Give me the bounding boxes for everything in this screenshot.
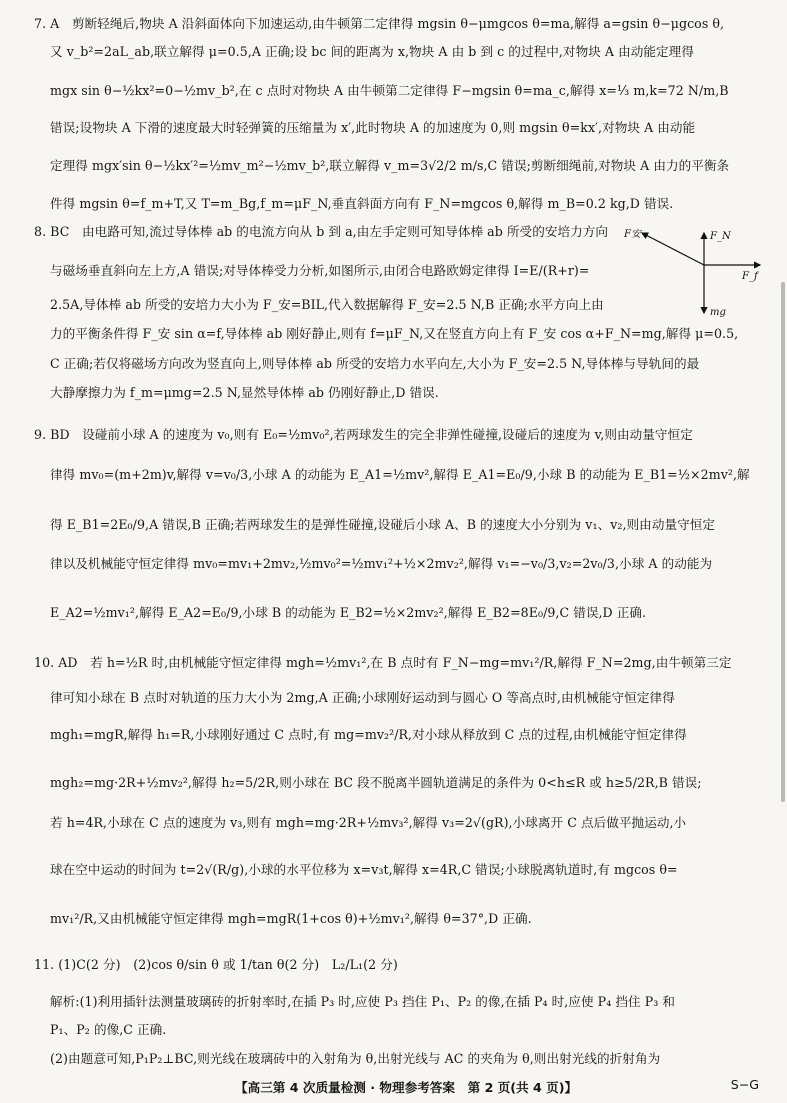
q11-line-1: 11. (1)C(2 分) (2)cos θ/sin θ 或 1/tan θ(2 分) L₂/L₁(2 分) bbox=[34, 957, 398, 972]
label-gravity: mg bbox=[710, 307, 726, 318]
q8-line-4: 力的平衡条件得 F_安 sin α=f,导体棒 ab 刚好静止,则有 f=μF_N,又在竖直方向上有 F_安 cos α+F_N=mg,解得 μ=0.5, bbox=[50, 326, 739, 341]
q10-line-6: 球在空中运动的时间为 t=2√(R/g),小球的水平位移为 x=v₃t,解得 x=4R,C 错误;小球脱离轨道时,有 mgcos θ= bbox=[50, 862, 678, 877]
q11-line-3: P₁、P₂ 的像,C 正确. bbox=[50, 1022, 167, 1037]
vertical-scrollbar[interactable] bbox=[781, 282, 785, 802]
q9-line-3: 得 E_B1=2E₀/9,A 错误,B 正确;若两球发生的是弹性碰撞,设碰后小球 A、B 的速度大小分别为 v₁、v₂,则由动量守恒定 bbox=[50, 517, 716, 532]
q7-line-5: 定理得 mgx′sin θ−½kx′²=½mv_m²−½mv_b²,联立解得 v_m=3√2/2 m/s,C 错误;剪断细绳前,对物块 A 由力的平衡条 bbox=[50, 158, 730, 173]
q11-line-4: (2)由题意可知,P₁P₂⊥BC,则光线在玻璃砖中的入射角为 θ,出射光线与 AC 的夹角为 θ,则出射光线的折射角为 bbox=[50, 1051, 661, 1066]
q10-line-4: mgh₂=mg·2R+½mv₂²,解得 h₂=5/2R,则小球在 BC 段不脱离半圆轨道满足的条件为 0<h≤R 或 h≥5/2R,B 错误; bbox=[50, 775, 702, 790]
q8-line-6: 大静摩擦力为 f_m=μmg=2.5 N,显然导体棒 ab 仍刚好静止,D 错误. bbox=[50, 385, 439, 400]
label-friction-force: F_f bbox=[742, 271, 758, 282]
label-ampere-force: F安 bbox=[624, 229, 641, 240]
q8-line-3: 2.5A,导体棒 ab 所受的安培力大小为 F_安=BIL,代入数据解得 F_安=2.5 N,B 正确;水平方向上由 bbox=[50, 297, 604, 312]
force-diagram bbox=[614, 225, 764, 321]
q9-line-1: 9. BD 设碰前小球 A 的速度为 v₀,则有 E₀=½mv₀²,若两球发生的完全非弹性碰撞,设碰后的速度为 v,则由动量守恒定 bbox=[34, 427, 693, 442]
footer-title: 【高三第 4 次质量检测 · 物理参考答案 第 2 页(共 4 页)】 bbox=[235, 1080, 578, 1095]
q11-line-2: 解析:(1)利用插针法测量玻璃砖的折射率时,在插 P₃ 时,应使 P₃ 挡住 P₁、P₂ 的像,在插 P₄ 时,应使 P₄ 挡住 P₃ 和 bbox=[50, 994, 676, 1009]
q8-line-5: C 正确;若仅将磁场方向改为竖直向上,则导体棒 ab 所受的安培力水平向左,大小为 F_安=2.5 N,导体棒与导轨间的最 bbox=[50, 356, 700, 371]
q8-line-2: 与磁场垂直斜向左上方,A 错误;对导体棒受力分析,如图所示,由闭合电路欧姆定律得 I=E/(R+r)= bbox=[50, 263, 590, 278]
q9-line-5: E_A2=½mv₁²,解得 E_A2=E₀/9,小球 B 的动能为 E_B2=½×2mv₂²,解得 E_B2=8E₀/9,C 错误,D 正确. bbox=[50, 605, 647, 620]
q10-line-7: mv₁²/R,又由机械能守恒定律得 mgh=mgR(1+cos θ)+½mv₁²,解得 θ=37°,D 正确. bbox=[50, 911, 532, 926]
q7-line-1: 7. A 剪断轻绳后,物块 A 沿斜面体向下加速运动,由牛顿第二定律得 mgsin θ−μmgcos θ=ma,解得 a=gsin θ−μgcos θ, bbox=[34, 16, 725, 31]
label-normal-force: F_N bbox=[710, 231, 731, 242]
q9-line-2: 律得 mv₀=(m+2m)v,解得 v=v₀/3,小球 A 的动能为 E_A1=½mv²,解得 E_A1=E₀/9,小球 B 的动能为 E_B1=½×2mv²,解 bbox=[50, 467, 750, 482]
q7-line-2: 又 v_b²=2aL_ab,联立解得 μ=0.5,A 正确;设 bc 间的距离为 x,物块 A 由 b 到 c 的过程中,对物块 A 由动能定理得 bbox=[50, 44, 694, 59]
q10-line-2: 律可知小球在 B 点时对轨道的压力大小为 2mg,A 正确;小球刚好运动到与圆心 O 等高点时,由机械能守恒定律得 bbox=[50, 690, 675, 705]
q9-line-4: 律以及机械能守恒定律得 mv₀=mv₁+2mv₂,½mv₀²=½mv₁²+½×2mv₂²,解得 v₁=−v₀/3,v₂=2v₀/3,小球 A 的动能为 bbox=[50, 556, 713, 571]
page-footer bbox=[0, 1075, 787, 1097]
q10-line-5: 若 h=4R,小球在 C 点的速度为 v₃,则有 mgh=mg·2R+½mv₃²,解得 v₃=2√(gR),小球离开 C 点后做平抛运动,小 bbox=[50, 815, 687, 830]
ampere-force-arrow bbox=[642, 233, 704, 265]
footer-code: S−G bbox=[730, 1077, 759, 1092]
q8-line-1: 8. BC 由电路可知,流过导体棒 ab 的电流方向从 b 到 a,由左手定则可知导体棒 ab 所受的安培力方向 bbox=[34, 224, 609, 239]
force-diagram-svg bbox=[614, 225, 764, 321]
q10-line-3: mgh₁=mgR,解得 h₁=R,小球刚好通过 C 点时,有 mg=mv₂²/R,对小球从释放到 C 点的过程,由机械能守恒定律得 bbox=[50, 727, 687, 742]
q7-line-3: mgx sin θ−½kx²=0−½mv_b²,在 c 点时对物块 A 由牛顿第二定律得 F−mgsin θ=ma_c,解得 x=⅓ m,k=72 N/m,B bbox=[50, 83, 729, 98]
q7-line-6: 件得 mgsin θ=f_m+T,又 T=m_Bg,f_m=μF_N,垂直斜面方向有 F_N=mgcos θ,解得 m_B=0.2 kg,D 错误. bbox=[50, 196, 674, 211]
q10-line-1: 10. AD 若 h=½R 时,由机械能守恒定律得 mgh=½mv₁²,在 B 点时有 F_N−mg=mv₁²/R,解得 F_N=2mg,由牛顿第三定 bbox=[34, 655, 732, 670]
q7-line-4: 错误;设物块 A 下滑的速度最大时轻弹簧的压缩量为 x′,此时物块 A 的加速度为 0,则 mgsin θ=kx′,对物块 A 由动能 bbox=[50, 120, 696, 135]
